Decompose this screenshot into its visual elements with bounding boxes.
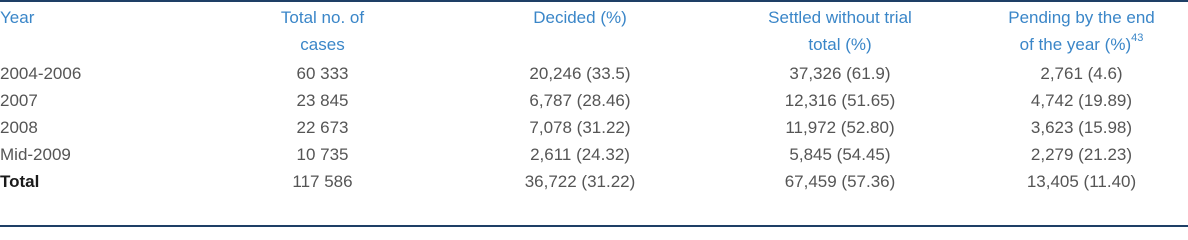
header-pending-line1: Pending by the end [1008,8,1155,27]
top-rule [0,0,1188,2]
cell-settled: 11,972 (52.80) [785,118,895,137]
cell-settled: 12,316 (51.65) [784,91,896,110]
table-row [0,114,1188,141]
header-pending [975,4,1188,60]
cell-decided: 36,722 (31.22) [524,172,636,191]
header-settled-line2: total (%) [808,35,872,54]
header-total-cases [190,4,455,60]
cell-total: 117 586 [292,172,353,191]
cell-total: 60 333 [296,64,349,83]
header-pending-line2 [975,31,1188,58]
cases-table [0,4,1188,195]
cell-settled: 37,326 (61.9) [789,64,891,83]
table-row [0,87,1188,114]
cell-decided: 6,787 (28.46) [529,91,631,110]
header-decided: Decided (%) [533,8,627,27]
cell-decided: 20,246 (33.5) [529,64,631,83]
cell-total: 22 673 [296,118,349,137]
cell-pending: 4,742 (19.89) [1030,91,1133,110]
cell-settled: 5,845 (54.45) [789,145,891,164]
header-settled-line1: Settled without trial [768,8,912,27]
header-total-cases-line1: Total no. of [280,8,365,27]
cell-pending: 13,405 (11.40) [1026,172,1137,191]
bottom-rule [0,225,1188,227]
cell-year-total: Total [0,172,40,191]
cell-settled: 67,459 (57.36) [784,172,896,191]
cell-year: 2007 [0,91,38,110]
cell-year: 2008 [0,118,38,137]
header-year: Year [0,8,35,27]
cell-pending: 2,761 (4.6) [1040,64,1123,83]
cell-total: 23 845 [296,91,349,110]
table-row [0,60,1188,87]
header-total-cases-line2: cases [300,35,345,54]
cell-year: Mid-2009 [0,145,71,164]
cell-total: 10 735 [296,145,349,164]
cell-decided: 7,078 (31.22) [529,118,631,137]
cell-pending: 2,279 (21.23) [1030,145,1133,164]
table-row [0,141,1188,168]
table-row-total [0,168,1188,195]
cell-pending: 3,623 (15.98) [1030,118,1133,137]
footnote-marker: 43 [1131,32,1144,44]
cell-year: 2004-2006 [0,64,82,83]
cell-decided: 2,611 (24.32) [530,145,630,164]
header-row [0,4,1188,60]
header-pending-line2-text: of the year (%) [1019,35,1132,54]
header-settled [705,4,975,60]
